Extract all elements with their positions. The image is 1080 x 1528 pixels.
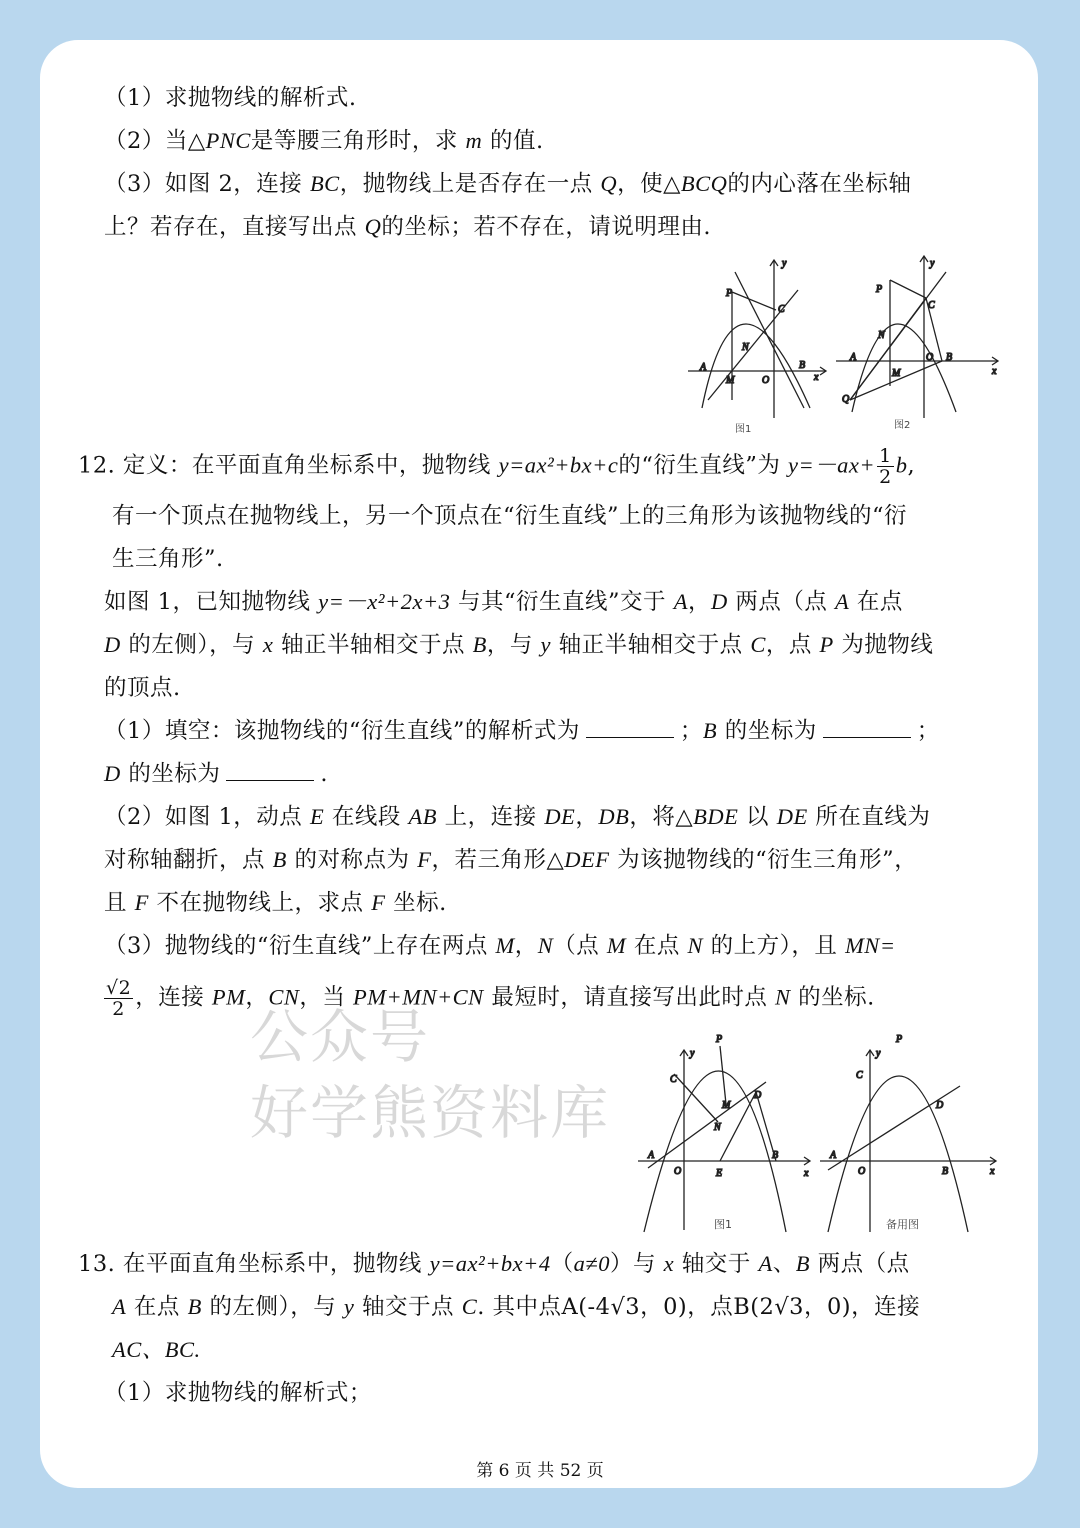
q11-figure1 bbox=[688, 258, 826, 435]
svg-text:P: P bbox=[726, 288, 733, 299]
q13-part1: （1）求抛物线的解析式； bbox=[104, 1380, 372, 1406]
svg-text:Q: Q bbox=[842, 394, 850, 405]
q13-line2: A 在点 B 的左侧），与 y 轴交于点 C. 其中点A(-4√3，0)，点B(2√3，0)，连接 bbox=[112, 1294, 921, 1320]
answer-blank[interactable] bbox=[586, 715, 674, 738]
q12-definition-line1: 12. 定义：在平面直角坐标系中，抛物线 y=ax²+bx+c的“衍生直线”为 y=－ax+ $\frac{1}{2}$ b, bbox=[78, 445, 916, 488]
svg-text:C: C bbox=[778, 304, 785, 315]
watermark-line2: 好学熊资料库 bbox=[250, 1079, 611, 1147]
q11-part1: （1）求抛物线的解析式. bbox=[104, 85, 357, 111]
answer-blank[interactable] bbox=[823, 715, 911, 738]
answer-blank[interactable] bbox=[226, 758, 314, 781]
q12-part3-line2: $\frac{√2}{2}$ ，连接 PM，CN，当 PM+MN+CN 最短时，请直接写出此时点 N 的坐标. bbox=[106, 977, 875, 1020]
svg-text:x: x bbox=[992, 366, 997, 377]
q11-figure2 bbox=[836, 256, 998, 431]
watermark-line1: 公众号 bbox=[250, 1003, 431, 1071]
q11-part3-line2: 上？若存在，直接写出点 Q的坐标；若不存在，请说明理由. bbox=[104, 214, 712, 240]
svg-text:P: P bbox=[896, 1034, 903, 1045]
svg-text:C: C bbox=[928, 300, 935, 311]
svg-text:x: x bbox=[990, 1166, 995, 1177]
svg-text:D: D bbox=[754, 1090, 762, 1101]
svg-text:M: M bbox=[726, 375, 735, 386]
svg-text:B: B bbox=[942, 1166, 949, 1177]
q12-figure2 bbox=[820, 1034, 996, 1232]
svg-text:B: B bbox=[799, 360, 806, 371]
svg-text:B: B bbox=[946, 352, 953, 363]
svg-text:C: C bbox=[670, 1074, 677, 1085]
svg-text:O: O bbox=[858, 1166, 866, 1177]
svg-text:图1: 图1 bbox=[735, 424, 752, 435]
svg-text:y: y bbox=[930, 258, 935, 269]
svg-text:N: N bbox=[742, 342, 749, 353]
fraction-sqrt2-over-2: $\frac{√2}{2}$ bbox=[106, 977, 132, 1020]
q12-definition-line3: 生三角形”. bbox=[112, 546, 224, 572]
svg-text:x: x bbox=[804, 1168, 809, 1179]
q11-part2: （2）当△PNC是等腰三角形时，求 m 的值. bbox=[104, 128, 544, 154]
svg-text:B: B bbox=[772, 1150, 779, 1161]
q12-definition-line2: 有一个顶点在抛物线上，另一个顶点在“衍生直线”上的三角形为该抛物线的“衍 bbox=[112, 503, 908, 529]
svg-text:E: E bbox=[716, 1168, 723, 1179]
svg-text:D: D bbox=[936, 1100, 944, 1111]
q12-part2-line2: 对称轴翻折，点 B 的对称点为 F，若三角形△DEF 为该抛物线的“衍生三角形”， bbox=[104, 847, 918, 873]
q12-setup-line3: 的顶点. bbox=[104, 675, 181, 701]
q12-part2-line1: （2）如图 1，动点 E 在线段 AB 上，连接 DE，DB，将△BDE 以 DE 所在直线为 bbox=[104, 804, 931, 830]
svg-text:M: M bbox=[722, 1100, 731, 1111]
svg-text:A: A bbox=[700, 362, 707, 373]
q11-part3: （3）如图 2，连接 BC，抛物线上是否存在一点 Q，使△BCQ的内心落在坐标轴 bbox=[104, 171, 912, 197]
q12-part2-line3: 且 F 不在抛物线上，求点 F 坐标. bbox=[104, 890, 447, 916]
svg-text:A: A bbox=[648, 1150, 655, 1161]
svg-text:图1: 图1 bbox=[714, 1218, 732, 1231]
q13-line3: AC、BC. bbox=[112, 1337, 201, 1362]
svg-text:A: A bbox=[830, 1150, 837, 1161]
page-footer: 第 6 页 共 52 页 bbox=[476, 1461, 604, 1481]
svg-text:y: y bbox=[782, 258, 787, 269]
svg-text:y: y bbox=[690, 1048, 695, 1059]
q12-part1-line1: （1）填空：该抛物线的“衍生直线”的解析式为 ；B 的坐标为 ； bbox=[104, 715, 940, 747]
svg-text:O: O bbox=[762, 375, 770, 386]
q12-setup-line2: D 的左侧），与 x 轴正半轴相交于点 B，与 y 轴正半轴相交于点 C，点 P 为抛物线 bbox=[104, 632, 934, 658]
q12-part3-line1: （3）抛物线的“衍生直线”上存在两点 M，N（点 M 在点 N 的上方），且 MN= bbox=[104, 933, 896, 959]
svg-text:N: N bbox=[714, 1122, 721, 1133]
svg-text:图2: 图2 bbox=[894, 420, 911, 431]
svg-text:C: C bbox=[856, 1070, 863, 1081]
svg-text:x: x bbox=[814, 372, 819, 383]
q12-part1-line2: D 的坐标为 . bbox=[104, 758, 328, 790]
q12-figure1 bbox=[638, 1034, 810, 1232]
fraction-one-half: $\frac{1}{2}$ bbox=[879, 445, 892, 488]
svg-text:O: O bbox=[926, 352, 934, 363]
q12-setup-line1: 如图 1，已知抛物线 y=－x²+2x+3 与其“衍生直线”交于 A，D 两点（点 A 在点 bbox=[104, 589, 903, 615]
svg-text:y: y bbox=[876, 1048, 881, 1059]
svg-text:A: A bbox=[850, 352, 857, 363]
svg-text:P: P bbox=[716, 1034, 723, 1045]
svg-text:N: N bbox=[878, 330, 885, 341]
svg-text:M: M bbox=[892, 368, 901, 379]
q11-figures bbox=[680, 250, 1010, 438]
q12-figures bbox=[634, 1030, 1004, 1240]
svg-text:备用图: 备用图 bbox=[886, 1218, 919, 1231]
svg-text:O: O bbox=[674, 1166, 682, 1177]
svg-text:P: P bbox=[876, 284, 883, 295]
q13-line1: 13. 在平面直角坐标系中，抛物线 y=ax²+bx+4（a≠0）与 x 轴交于 A、B 两点（点 bbox=[78, 1251, 910, 1277]
